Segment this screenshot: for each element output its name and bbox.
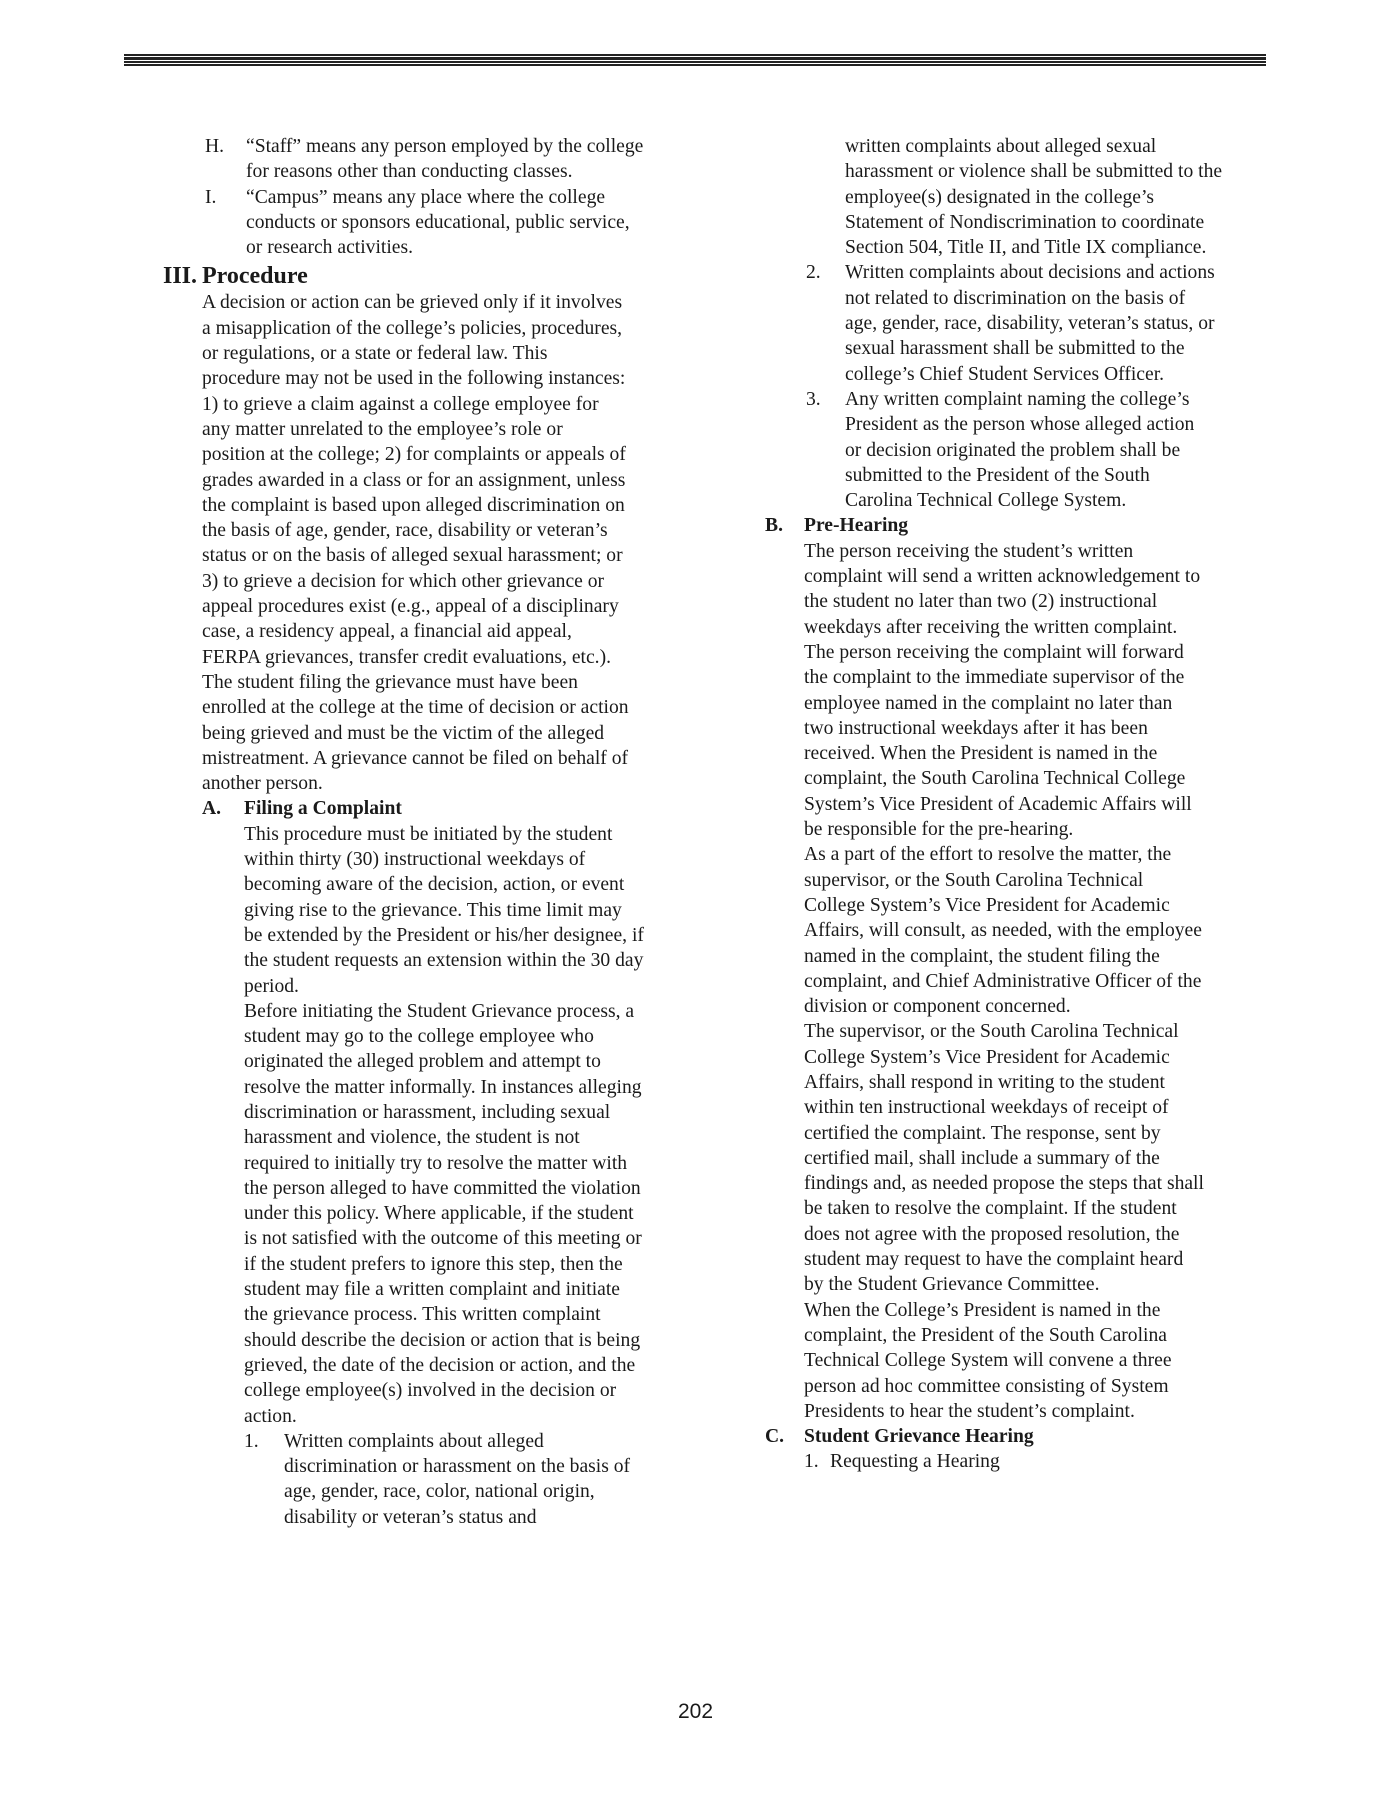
subsection-paragraph: The person receiving the complaint will forward the complaint to the immediate supervisor of the employee named in the complaint no later than two instructional weekdays after it has been received. When the President is named in the complaint, the South Carolina Technical College System’s Vice President of Academic Affairs will be responsible for the pre-hearing. [804, 641, 1192, 841]
definition-h [155, 134, 655, 185]
list-text: Any written complaint naming the college’s President as the person whose alleged action or decision originated the problem shall be submitted to the President of the South Carolina Technical College System. [845, 388, 1195, 512]
section-number: III. [163, 263, 198, 290]
subsection-label: C. [765, 1426, 785, 1448]
header-rule [124, 54, 1266, 68]
section-paragraph: The student filing the grievance must have been enrolled at the college at the time of decision or action being grieved and must be the victim of the alleged mistreatment. A grievance cannot be filed on behalf of another person. [202, 671, 629, 795]
list-label: 1. [244, 1430, 259, 1452]
complaint-item-3 [760, 387, 1230, 513]
subsection-paragraph: This procedure must be initiated by the student within thirty (30) instructional weekdays of becoming aware of the decision, action, or event giving rise to the grievance. This time limit may be extended by the President or his/her designee, if the student requests an extension within the 30 day period. [244, 823, 644, 997]
subsection-label: B. [765, 515, 783, 537]
definition-i [155, 185, 655, 261]
subsection-paragraph: As a part of the effort to resolve the matter, the supervisor, or the South Carolina Technical College System’s Vice President for Academic Affairs, will consult, as needed, with the employee named in the complaint, the student filing the complaint, and Chief Administrative Officer of the division or component concerned. [804, 844, 1202, 1018]
definition-label: I. [205, 186, 217, 208]
section-title: Procedure [202, 263, 308, 290]
definition-label: H. [205, 136, 225, 157]
list-label: 1. [804, 1451, 819, 1473]
subsection-c-heading [760, 1424, 1230, 1449]
list-text: Written complaints about alleged discrimination or harassment on the basis of age, gender, race, color, national origin, disability or veteran’s status and [284, 1430, 631, 1528]
list-label: 2. [806, 262, 821, 284]
subsection-title: Filing a Complaint [244, 798, 402, 820]
page-number: 202 [677, 1700, 714, 1723]
left-column [155, 134, 655, 1530]
subsection-paragraph: The supervisor, or the South Carolina Technical College System’s Vice President for Academic Affairs, shall respond in writing to the student within ten instructional weekdays of receipt of certified the complaint. The response, sent by certified mail, shall include a summary of the findings and, as needed propose the steps that shall be taken to resolve the complaint. If the student does not agree with the proposed resolution, the student may request to have the complaint heard by the Student Grievance Committee. [804, 1021, 1204, 1296]
right-column [760, 134, 1230, 1475]
definition-text: “Campus” means any place where the college conducts or sponsors educational, public service, or research activities. [246, 186, 630, 259]
list-label: 3. [806, 388, 821, 410]
definition-text: “Staff” means any person employed by the college for reasons other than conducting classes. [246, 136, 644, 183]
section-heading [155, 262, 655, 290]
subsection-paragraph: Before initiating the Student Grievance process, a student may go to the college employee who originated the alleged problem and attempt to resolve the matter informally. In instances alleging discrimination or harassment, including sexual harassment and violence, the student is not required to initially try to resolve the matter with the person alleged to have committed the violation under this policy. Where applicable, if the student is not satisfied with the outcome of this meeting or if the student prefers to ignore this step, then the student may file a written complaint and initiate the grievance process. This written complaint should describe the decision or action that is being grieved, the date of the decision or action, and the college employee(s) involved in the decision or action. [244, 1000, 642, 1427]
complaint-item-1 [155, 1429, 655, 1530]
subsection-title: Pre-Hearing [804, 515, 909, 537]
subsection-title: Student Grievance Hearing [804, 1426, 1034, 1448]
subsection-label: A. [202, 798, 222, 820]
subsection-paragraph: The person receiving the student’s written complaint will send a written acknowledgement to the student no later than two (2) instructional weekdays after receiving the written complaint. [804, 540, 1201, 638]
hearing-item-1 [760, 1449, 1230, 1474]
list-text: Requesting a Hearing [830, 1451, 1000, 1473]
complaint-item-2 [760, 260, 1230, 386]
section-paragraph: A decision or action can be grieved only if it involves a misapplication of the college’s policies, procedures, or regulations, or a state or federal law. This procedure may not be used in the following instances: 1) to grieve a claim against a college employee for any matter unrelated to the employee’s role or position at the college; 2) for complaints or appeals of grades awarded in a class or for an assignment, unless the complaint is based upon alleged discrimination on the basis of age, gender, race, disability or veteran’s status or on the basis of alleged sexual harassment; or 3) to grieve a decision for which other grievance or appeal procedures exist (e.g., appeal of a disciplinary case, a residency appeal, a financial aid appeal, FERPA grievances, transfer credit evaluations, etc.). [202, 292, 626, 668]
subsection-paragraph: When the College’s President is named in the complaint, the President of the South Carolina Technical College System will convene a three person ad hoc committee consisting of System Presidents to hear the student’s complaint. [804, 1299, 1172, 1422]
subsection-a-heading [155, 796, 655, 821]
list-text-continued: written complaints about alleged sexual harassment or violence shall be submitted to the employee(s) designated in the college’s Statement of Nondiscrimination to coordinate Section 504, Title II, and Title IX compliance. [845, 136, 1223, 259]
subsection-b-heading [760, 513, 1230, 538]
list-text: Written complaints about decisions and actions not related to discrimination on the basis of age, gender, race, disability, veteran’s status, or sexual harassment shall be submitted to the college’s Chief Student Services Officer. [845, 262, 1215, 385]
